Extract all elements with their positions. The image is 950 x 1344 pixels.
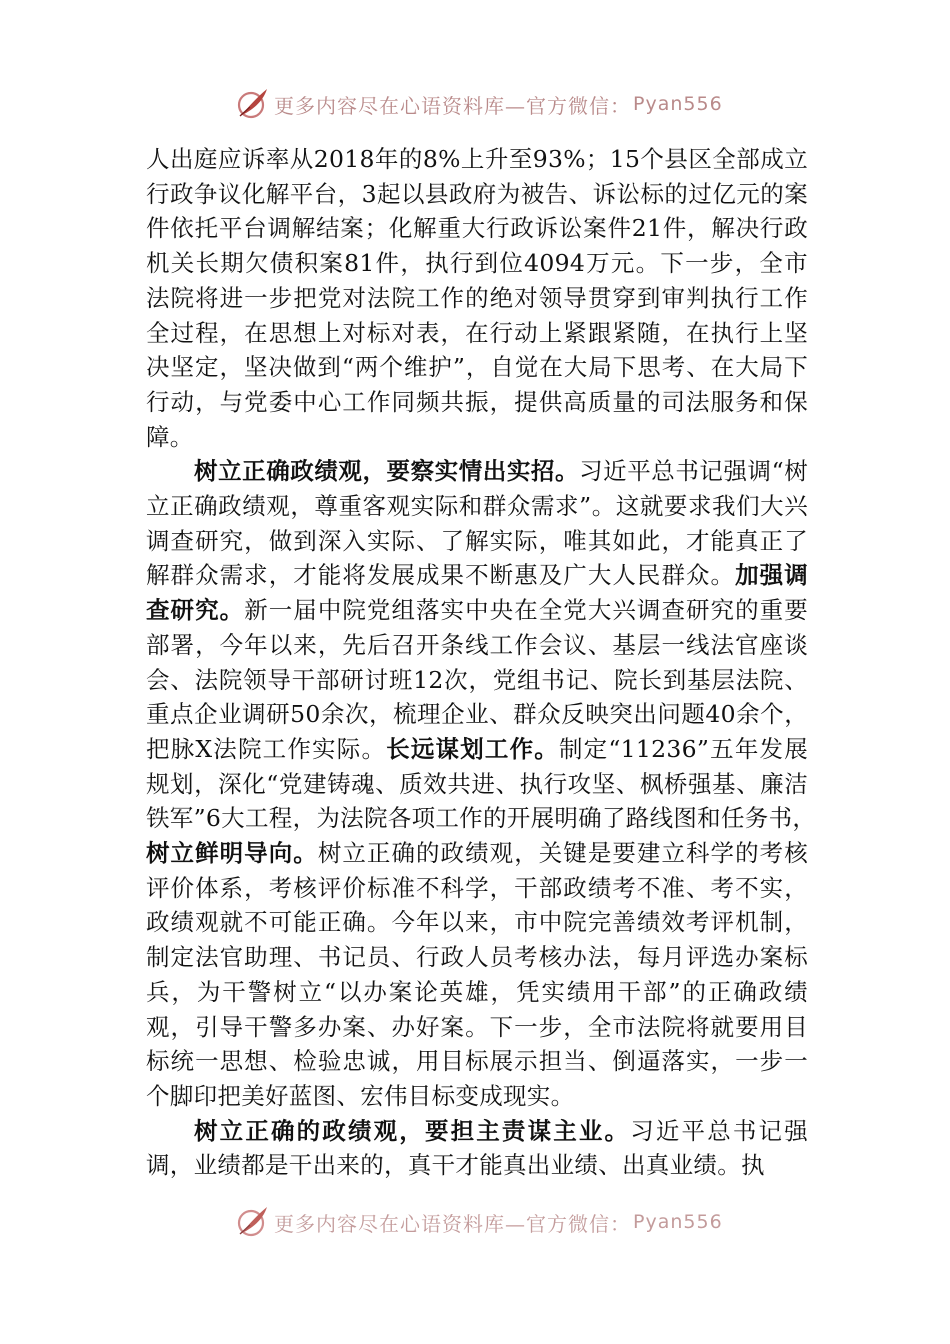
text-run: 习近平总书记强调“树立正确政绩观，尊重客观实际和群众需求”。这就要求我们大兴调查研究，做到深入实际、了解实际，唯其如此，才能真正了解群众需求，才能将发展成果不断惠及广大人民群众。 bbox=[146, 457, 808, 590]
header-watermark bbox=[234, 84, 723, 124]
bold-heading-run: 加强调查研究。 bbox=[146, 561, 809, 625]
watermark-text: 更多内容尽在心语资料库—官方微信： bbox=[274, 1211, 631, 1236]
footer-watermark bbox=[234, 1202, 723, 1242]
bold-heading-run: 树立鲜明导向。 bbox=[146, 804, 829, 868]
watermark-id: Pyan556 bbox=[633, 93, 723, 115]
bold-heading-run: 长远谋划工作。 bbox=[386, 734, 559, 763]
paragraph bbox=[146, 1114, 808, 1183]
text-run: 制定“11236”五年发展规划，深化“党建铸魂、质效共进、执行攻坚、枫桥强基、廉洁铁军”6大工程，为法院各项工作的开展明确了路线图和任务书， bbox=[146, 734, 809, 833]
text-run: 人出庭应诉率从2018年的8%上升至93%；15个县区全部成立行政争议化解平台，3起以县政府为被告、诉讼标的过亿元的案件依托平台调解结案；化解重大行政诉讼案件21件，解决行政机关长期欠债积案81件，执行到位4094万元。下一步，全市法院将进一步把党对法院工作的绝对领导贯穿到审判执行工作全过程，在思想上对标对表，在行动上紧跟紧随，在执行上坚决坚定，坚决做到“两个维护”，自觉在大局下思考、在大局下行动，与党委中心工作同频共振，提供高质量的司法服务和保障。 bbox=[146, 145, 808, 451]
text-run: 习近平总书记强调，业绩都是干出来的，真干才能真出业绩、出真业绩。执 bbox=[146, 1116, 808, 1180]
watermark-text: 更多内容尽在心语资料库—官方微信： bbox=[274, 93, 631, 118]
watermark-id: Pyan556 bbox=[633, 1211, 723, 1233]
paragraph bbox=[146, 454, 829, 1113]
feather-pen-logo-icon bbox=[234, 1204, 270, 1240]
bold-heading-run: 树立正确政绩观，要察实情出实招。 bbox=[194, 457, 580, 486]
bold-heading-run: 树立正确的政绩观，要担主责谋主业。 bbox=[194, 1116, 631, 1145]
feather-pen-logo-icon bbox=[234, 86, 270, 122]
text-run: 树立正确的政绩观，关键是要建立科学的考核评价体系，考核评价标准不科学，干部政绩考不准、考不实，政绩观就不可能正确。今年以来，市中院完善绩效考评机制，制定法官助理、书记员、行政人员考核办法，每月评选办案标兵，为干警树立“以办案论英雄，凭实绩用干部”的正确政绩观，引导干警多办案、办好案。下一步，全市法院将就要用目标统一思想、检验忠诚，用目标展示担当、倒逼落实，一步一个脚印把美好蓝图、宏伟目标变成现实。 bbox=[146, 839, 808, 1110]
paragraph bbox=[146, 142, 808, 454]
document-body bbox=[146, 142, 829, 1183]
text-run: 新一届中院党组落实中央在全党大兴调查研究的重要部署，今年以来，先后召开条线工作会议、基层一线法官座谈会、法院领导干部研讨班12次，党组书记、院长到基层法院、重点企业调研50余次，梳理企业、群众反映突出问题40余个，把脉X法院工作实际。 bbox=[146, 596, 808, 763]
